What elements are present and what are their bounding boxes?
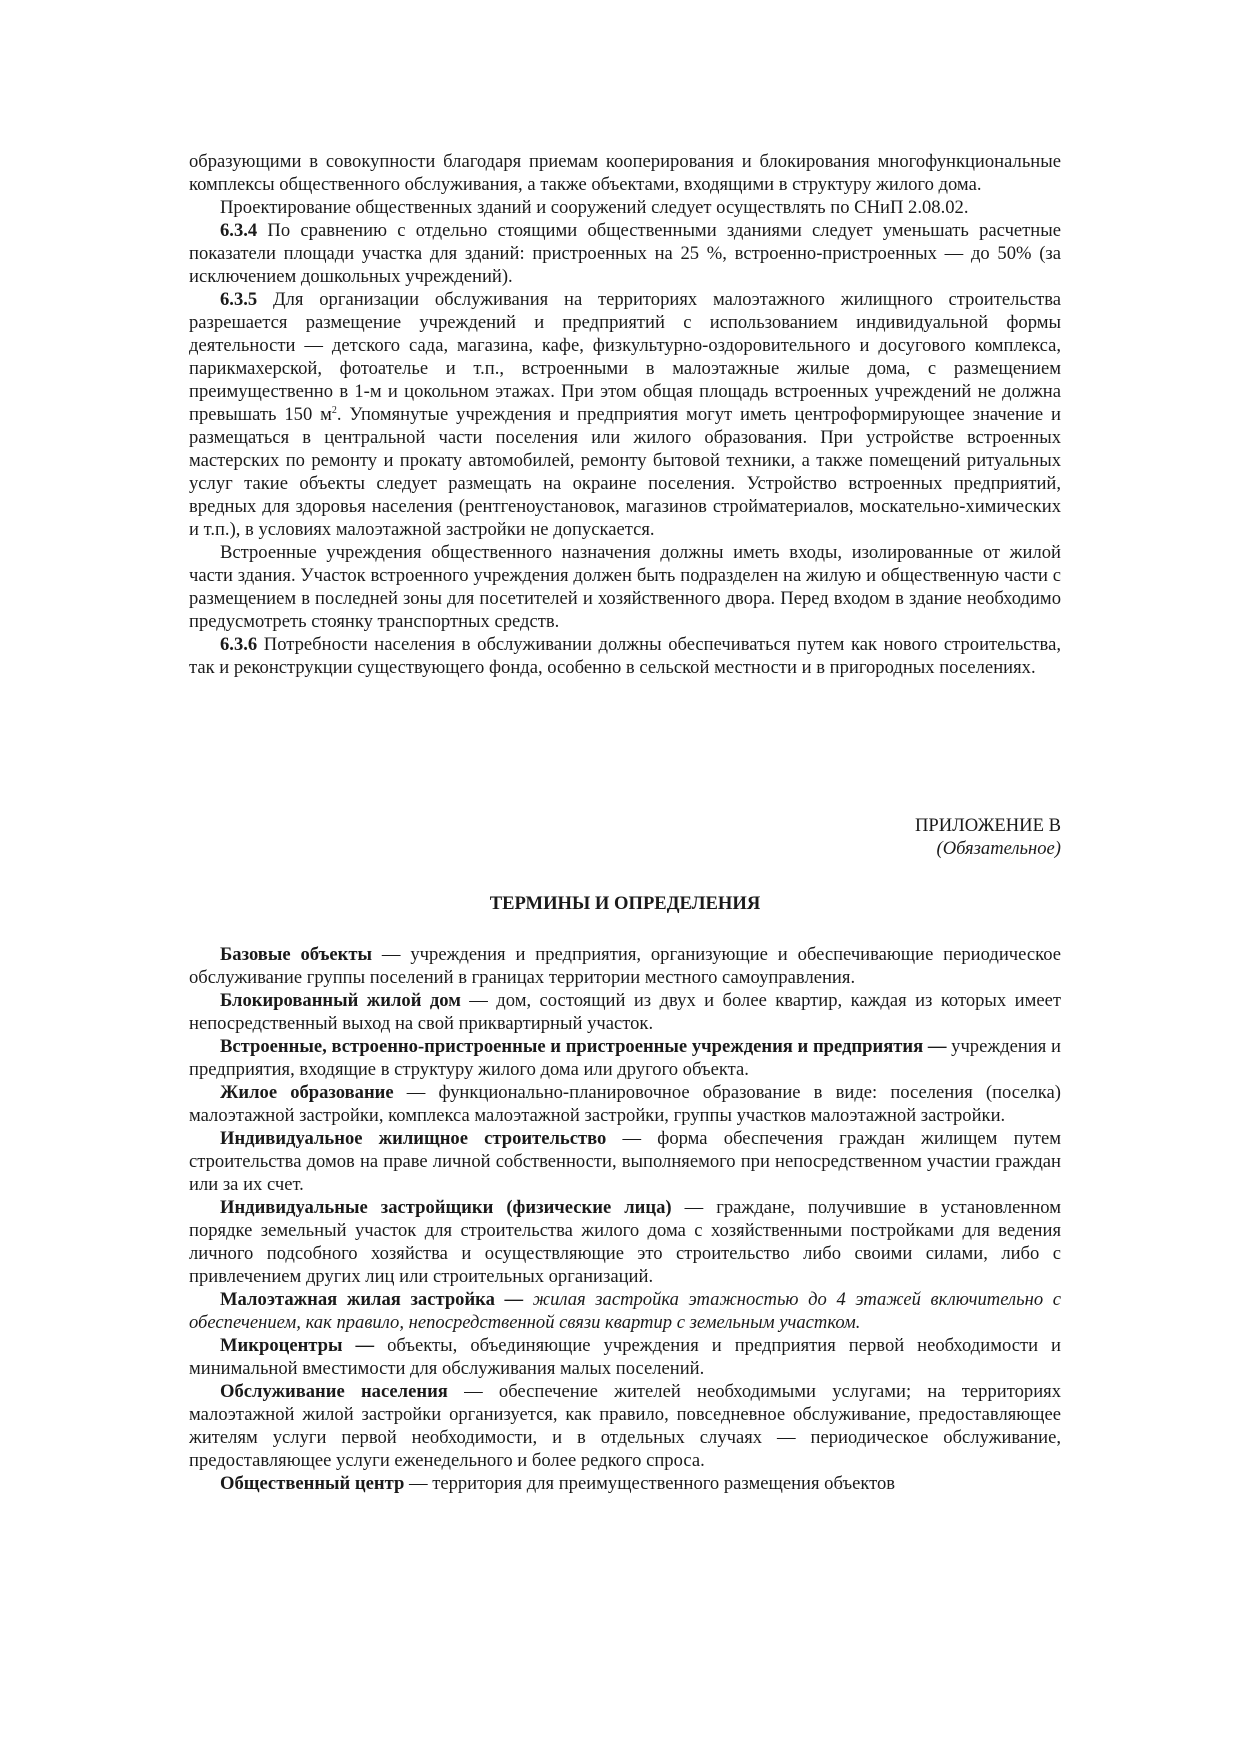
clause-6-3-5 (189, 288, 1061, 541)
terms-list (189, 943, 1061, 1495)
appendix-subtitle: (Обязательное) (936, 838, 1061, 859)
term-definition: — функционально-планировочное образование в виде: поселения (поселка) малоэтажной застройки, комплекса малоэтажной застройки, группы участков малоэтажной застройки. (189, 1082, 1061, 1126)
design-note-paragraph: Проектирование общественных зданий и сооружений следует осуществлять по СНиП 2.08.02. (220, 197, 969, 218)
term-definition: жилая застройка этажностью до 4 этажей включительно с обеспечением, как правило, непосредственной связи квартир с земельным участком. (189, 1289, 1061, 1333)
term-definition: — дом, состоящий из двух и более квартир, каждая из которых имеет непосредственный выход на свой приквартирный участок. (189, 990, 1061, 1034)
term-definition: — граждане, получившие в установленном порядке земельный участок для строительства жилого дома с хозяйственными постройками для ведения личного подсобного хозяйства и осуществляющие это строительство либо своими силами, либо с привлечением других лиц или строительных организаций. (189, 1197, 1061, 1287)
term-entry (189, 943, 1061, 989)
term-name: Индивидуальное жилищное строительство (220, 1128, 607, 1149)
term-definition: — территория для преимущественного размещения объектов (404, 1473, 896, 1494)
term-definition: — обеспечение жителей необходимыми услугами; на территориях малоэтажной жилой застройки организуется, как правило, повседневное обслуживание, предоставляющее жителям услуги первой необходимости, и в отдельных случаях — периодическое обслуживание, предоставляющее услуги еженедельного и более редкого спроса. (189, 1381, 1061, 1471)
term-entry (189, 1288, 1061, 1334)
term-name: Микроцентры — (220, 1335, 375, 1356)
clause-text: Для организации обслуживания на территориях малоэтажного жилищного строительства разрешается размещение учреждений и предприятий с использованием индивидуальной формы деятельности — детского сада, магазина, кафе, физкультурно-оздоровительного и досугового комплекса, парикмахерской, фотоателье и т.п., встроенными в малоэтажные жилые дома, с размещением преимущественно в 1-м и цокольном этажах. При этом общая площадь встроенных учреждений не должна превышать 150 м (189, 289, 1061, 425)
term-entry (189, 989, 1061, 1035)
term-entry (189, 1035, 1061, 1081)
clause-6-3-6 (189, 633, 1061, 679)
term-entry (189, 1380, 1061, 1472)
clause-text-continued: . Упомянутые учреждения и предприятия могут иметь центроформирующее значение и размещаться в центральной части поселения или жилого образования. При устройстве встроенных мастерских по ремонту и прокату автомобилей, ремонту бытовой техники, а также помещений ритуальных услуг такие объекты следует размещать на окраине поселения. Устройство встроенных предприятий, вредных для здоровья населения (рентгеноустановок, магазинов стройматериалов, москательно-химических и т.п.), в условиях малоэтажной застройки не допускается. (189, 404, 1062, 540)
term-definition: объекты, объединяющие учреждения и предприятия первой необходимости и минимальной вместимости для обслуживания малых поселений. (189, 1335, 1061, 1379)
term-entry (189, 1334, 1061, 1380)
term-name: Общественный центр (220, 1473, 405, 1494)
term-name: Индивидуальные застройщики (физические лица) (220, 1197, 672, 1218)
term-entry (189, 1196, 1061, 1288)
clause-text: По сравнению с отдельно стоящими общественными зданиями следует уменьшать расчетные показатели площади участка для зданий: пристроенных на 25 %, встроенно-пристроенных — до 50% (за исключением дошкольных учреждений). (189, 220, 1061, 287)
continuation-paragraph: образующими в совокупности благодаря приемам кооперирования и блокирования многофункциональные комплексы общественного обслуживания, а также объектами, входящими в структуру жилого дома. (189, 151, 1061, 195)
term-definition: учреждения и предприятия, входящие в структуру жилого дома или другого объекта. (189, 1036, 1061, 1080)
term-name: Базовые объекты (220, 944, 373, 965)
term-name: Малоэтажная жилая застройка — (220, 1289, 524, 1310)
clause-number: 6.3.4 (220, 220, 258, 241)
term-entry (189, 1127, 1061, 1196)
term-name: Встроенные, встроенно-пристроенные и пристроенные учреждения и предприятия — (220, 1036, 947, 1057)
builtin-note-paragraph: Встроенные учреждения общественного назначения должны иметь входы, изолированные от жилой части здания. Участок встроенного учреждения должен быть подразделен на жилую и общественную части с размещением в последней зоны для посетителей и хозяйственного двора. Перед входом в здание необходимо предусмотреть стоянку транспортных средств. (189, 542, 1061, 632)
superscript: 2 (331, 405, 337, 416)
term-entry (189, 1472, 1061, 1495)
section-heading: ТЕРМИНЫ И ОПРЕДЕЛЕНИЯ (489, 893, 761, 914)
term-name: Блокированный жилой дом (220, 990, 461, 1011)
term-name: Жилое образование (220, 1082, 394, 1103)
clause-6-3-4 (189, 219, 1061, 288)
appendix-title: ПРИЛОЖЕНИЕ В (914, 815, 1061, 836)
term-definition: — форма обеспечения граждан жилищем путем строительства домов на праве личной собственности, выполняемого при непосредственном участии граждан или за их счет. (189, 1128, 1061, 1195)
term-entry (189, 1081, 1061, 1127)
clause-text: Потребности населения в обслуживании должны обеспечиваться путем как нового строительства, так и реконструкции существующего фонда, особенно в сельской местности и в пригородных поселениях. (189, 634, 1061, 678)
term-name: Обслуживание населения (220, 1381, 448, 1402)
term-definition: — учреждения и предприятия, организующие и обеспечивающие периодическое обслуживание группы поселений в границах территории местного самоуправления. (189, 944, 1061, 988)
page-gap (189, 679, 1061, 814)
document-page (189, 150, 1061, 1495)
clause-number: 6.3.6 (220, 634, 258, 655)
clause-number: 6.3.5 (220, 289, 258, 310)
